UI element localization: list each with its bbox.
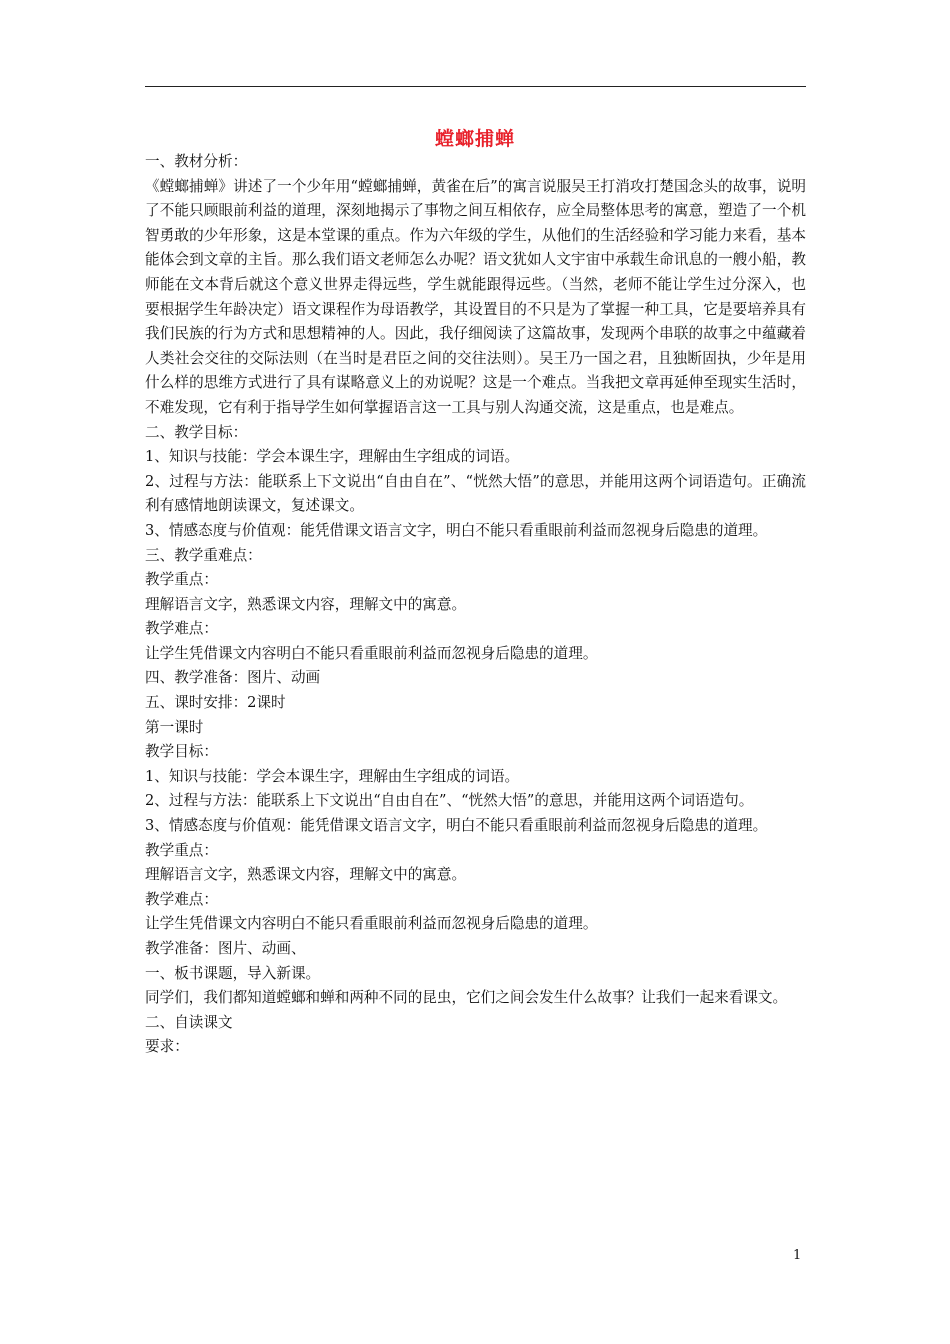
paragraph: 同学们，我们都知道螳螂和蝉和两种不同的昆虫，它们之间会发生什么故事？让我们一起来看课文。 — [145, 989, 788, 1007]
document-title: 螳螂捕蝉 — [434, 128, 515, 150]
paragraph: 教学准备：图片、动画、 — [145, 940, 306, 957]
paragraph: 让学生凭借课文内容明白不能只看重眼前利益而忽视身后隐患的道理。 — [145, 915, 598, 933]
document-body — [145, 150, 806, 1060]
paragraph: 3、情感态度与价值观：能凭借课文语言文字，明白不能只看重眼前利益而忽视身后隐患的道理。 — [145, 817, 768, 835]
paragraph: 理解语言文字，熟悉课文内容，理解文中的寓意。 — [145, 866, 467, 884]
paragraph: 1、知识与技能：学会本课生字，理解由生字组成的词语。 — [145, 767, 520, 785]
paragraph: 2、过程与方法：能联系上下文说出“自由自在”、“恍然大悟”的意思，并能用这两个词语造句。正确流利有感情地朗读课文，复述课文。 — [145, 472, 806, 515]
paragraph: 第一课时 — [145, 718, 204, 736]
paragraph: 五、课时安排：2课时 — [145, 694, 286, 712]
paragraph: 《螳螂捕蝉》讲述了一个少年用“螳螂捕蝉，黄雀在后”的寓言说服吴王打消攻打楚国念头的故事，说明了不能只顾眼前利益的道理，深刻地揭示了事物之间互相依存，应全局整体思考的寓意，塑造了一个机智勇敢的少年形象，这是本堂课的重点。作为六年级的学生，从他们的生活经验和学习能力来看，基本能体会到文章的主旨。那么我们语文老师怎么办呢？语文犹如人文宇宙中承载生命讯息的一艘小船，教师能在文本背后就这个意义世界走得远些，学生就能跟得远些。（当然，老师不能让学生过分深入，也要根据学生年龄决定）语文课程作为母语教学，其设置目的不只是为了掌握一种工具，它是要培养具有我们民族的行为方式和思想精神的人。因此，我仔细阅读了这篇故事，发现两个串联的故事之中蕴藏着人类社会交往的交际法则（在当时是君臣之间的交往法则）。吴王乃一国之君，且独断固执，少年是用什么样的思维方式进行了具有谋略意义上的劝说呢？这是一个难点。当我把文章再延伸至现实生活时，不难发现，它有利于指导学生如何掌握语言这一工具与别人沟通交流，这是重点，也是难点。 — [145, 177, 806, 416]
paragraph: 四、教学准备：图片、动画 — [145, 669, 321, 687]
paragraph: 让学生凭借课文内容明白不能只看重眼前利益而忽视身后隐患的道理。 — [145, 644, 598, 662]
paragraph: 教学目标： — [145, 743, 218, 761]
paragraph: 要求： — [145, 1038, 189, 1056]
paragraph: 二、教学目标： — [145, 423, 248, 441]
paragraph: 教学难点： — [145, 620, 218, 638]
paragraph: 2、过程与方法：能联系上下文说出“自由自在”、“恍然大悟”的意思，并能用这两个词语造句。 — [145, 792, 754, 810]
header-rule — [145, 86, 806, 87]
paragraph: 1、知识与技能：学会本课生字，理解由生字组成的词语。 — [145, 448, 520, 466]
paragraph: 一、板书课题，导入新课。 — [145, 964, 321, 982]
paragraph: 教学重点： — [145, 571, 218, 589]
paragraph: 教学难点： — [145, 890, 218, 908]
paragraph: 3、情感态度与价值观：能凭借课文语言文字，明白不能只看重眼前利益而忽视身后隐患的道理。 — [145, 521, 768, 539]
paragraph: 二、自读课文 — [145, 1013, 233, 1031]
page-number: 1 — [793, 1248, 802, 1263]
paragraph: 一、教材分析： — [145, 153, 248, 170]
paragraph: 三、教学重难点： — [145, 546, 262, 564]
paragraph: 教学重点： — [145, 841, 218, 859]
paragraph: 理解语言文字，熟悉课文内容，理解文中的寓意。 — [145, 595, 467, 613]
